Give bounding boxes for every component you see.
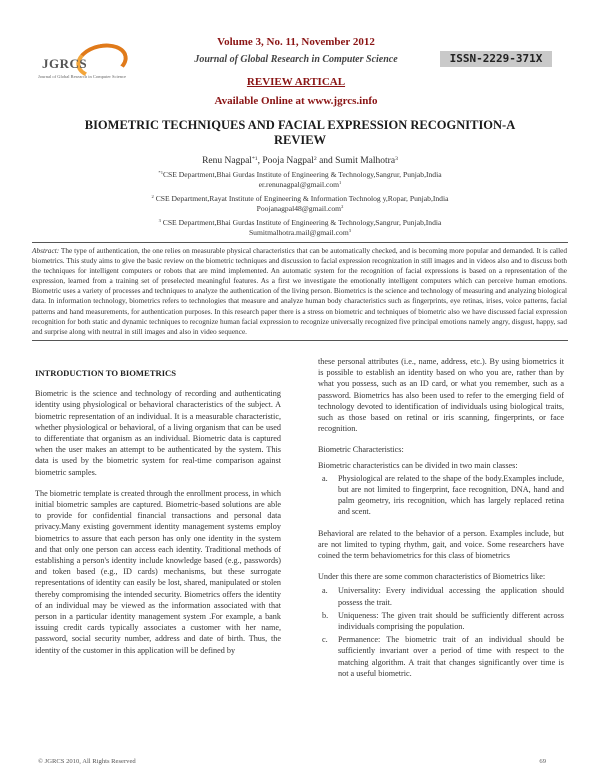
page-number: 69	[539, 758, 546, 765]
characteristics-list	[318, 585, 564, 679]
affiliation-dept: CSE Department,Bhai Gurdas Institute of Engineering & Technology,Sangrur, Punjab,India	[162, 170, 442, 179]
author-separator: ,	[257, 156, 263, 166]
logo-text: JGRCS	[42, 56, 88, 71]
email-sup: 1	[339, 180, 342, 185]
author-name: Sumit Malhotra	[335, 156, 396, 166]
journal-name: Journal of Global Research in Computer Science	[194, 54, 398, 65]
logo-tagline: Journal of Global Research in Computer Science	[38, 74, 126, 79]
email-sup: 3	[348, 228, 352, 233]
list-text: Universality: Every individual accessing the application should possess the trait.	[338, 586, 564, 607]
affiliation-1	[60, 170, 540, 190]
list-item	[318, 634, 564, 679]
list-marker: c.	[322, 635, 328, 645]
paper-title: BIOMETRIC TECHNIQUES AND FACIAL EXPRESSION RECOGNITION-A REVIEW	[84, 118, 516, 147]
affiliation-sup: 2	[151, 194, 154, 199]
paragraph: The biometric template is created through the enrollment process, in which initial biometric samples are captured. Biometric-based solutions are able to provide for confidential financial transactions and personal data privacy.Many existing government identity management systems employ biometrics to assure that each person has only one identity in the system and that only one person can access each identity. Traditional methods of establishing a person's identity include knowledge based (e.g., passwords) and token based (e.g., ID cards) mechanisms, but these surrogate representations of identity can easily be lost, shared, manipulated or stolen thereby compromising the intended security. Biometrics offers the identity of an individual may be viewed as the information associated with that person in a particular identity management system .For example, a bank issuing credit cards typically associates a customer with her name, password, social security number, address and date of birth. Thus, the identity of the customer in this application will be defined by	[35, 488, 281, 655]
list-marker: a.	[322, 473, 328, 483]
author-separator: and	[316, 156, 336, 166]
article-type: REVIEW ARTICAL	[246, 76, 346, 88]
abstract-top-rule	[32, 242, 568, 243]
affiliation-2	[60, 194, 540, 214]
author-sup: 2	[313, 156, 317, 162]
list-marker: b.	[322, 610, 329, 620]
list-item	[318, 610, 564, 632]
list-text: Uniqueness: The given trait should be sufficiently different across individuals comprising the population.	[338, 610, 564, 632]
subheading: Biometric Characteristics:	[318, 445, 404, 455]
paragraph: these personal attributes (i.e., name, address, etc.). By using biometrics it is possible to establish an identity based on who you are, rather than by what you possess, such as an ID card, or what you remember, such as a password. Biometrics has also been used to refer to the emerging field of technology devoted to identification of individuals using biological traits, such as those based on retinal or iris scanning, fingerprints, or face recognition.	[318, 357, 564, 434]
abstract	[32, 246, 567, 337]
left-column	[35, 368, 281, 666]
section-heading: INTRODUCTION TO BIOMETRICS	[35, 368, 177, 378]
affiliation-sup: *1	[158, 170, 163, 175]
list-text: Permanence: The biometric trait of an individual should be sufficiently invariant over a period of time with respect to the matching algorithm. A trait that changes significantly over time is not a useful biometric.	[338, 635, 564, 678]
page-footer	[38, 758, 558, 765]
author-sup: 3	[395, 156, 398, 162]
abstract-text: The type of authentication, the one relies on measurable physical characteristics that can be automatically checked, and is becoming more popular and demanded. It is called biometrics. This study aims to give the basic review on the biometric techniques and discussion to facial expression recognization in still images and in videos also and to discuss both the techniques for intelligent computers or robots that are mind implemented. An automatic system for the recognition of facial expressions is based on a representation of the expression, learned from a training set of preselected meaningful features. As a first we investigate the emotionally intelligent computers which can perceive human emotions. Biometric uses a variety of processes and techniques to analyze the authentication of the living person. Biometrics is the science and technology of measuring and analyzing biological data. In information technology, biometrics refers to technologies that measure and analyze human body characteristics such as fingerprints, eye retinas, irises, voice patterns, facial patterns and hand measurements, for authentication purposes. In this research paper there is a stress on biometric and techniques of biometric also we have discussed facial expression recognition for both static and dynamic techniques to recognize human facial expression to recognize universally recognized five principal emotions namely angry, disgust, happy, sad and surprise along with neutral in still images and also in video sequence.	[32, 246, 567, 336]
affiliation-email[interactable]: Sumitmalhotra.mail@gmail.com	[248, 228, 349, 237]
online-availability: Available Online at www.jgrcs.info	[214, 95, 378, 107]
copyright: © JGRCS 2010, All Rights Reserved	[38, 758, 136, 765]
affiliation-email[interactable]: Poojanagpal48@gmail.com	[256, 204, 342, 213]
abstract-label: Abstract:	[32, 246, 60, 255]
affiliation-dept: CSE Department,Rayat Institute of Engineering & Information Technolog y,Ropar, Punjab,India	[153, 194, 449, 203]
affiliation-email[interactable]: er.renunagpal@gmail.com	[258, 180, 340, 189]
paragraph: Behavioral are related to the behavior of a person. Examples include, but are not limited to typing rhythm, gait, and voice. Some researchers have coined the term behaviometrics for this class of biometrics	[318, 528, 564, 561]
volume-info: Volume 3, No. 11, November 2012	[217, 36, 375, 48]
affiliation-3	[60, 218, 540, 238]
list-marker: a.	[322, 586, 328, 596]
right-column	[318, 356, 564, 689]
email-sup: 2	[341, 204, 344, 209]
list-text: Physiological are related to the shape of the body.Examples include, but are not limited to fingerprint, face recognition, DNA, hand and palm geometry, iris recognition, which has largely replaced retina and scent.	[338, 473, 564, 517]
author-sup: *1	[251, 156, 258, 162]
abstract-bottom-rule	[32, 340, 568, 341]
list-item	[318, 473, 564, 518]
journal-logo	[32, 40, 172, 96]
paragraph: Under this there are some common characteristics of Biometrics like:	[318, 572, 546, 582]
list-item	[318, 585, 564, 607]
affiliation-dept: CSE Department,Bhai Gurdas Institute of Engineering & Technology,Sangrur, Punjab,India	[160, 218, 442, 227]
author-name: Renu Nagpal	[202, 156, 252, 166]
author-list	[80, 156, 520, 166]
issn-badge: ISSN-2229-371X	[440, 51, 552, 67]
physiological-list	[318, 473, 564, 518]
paragraph: Biometric characteristics can be divided in two main classes:	[318, 460, 518, 470]
affiliation-sup: 3	[158, 218, 161, 223]
author-name: Pooja Nagpal	[262, 156, 314, 166]
paragraph: Biometric is the science and technology of recording and authenticating identity using physiological or behavioral characteristics of the subject. A biometric representation of an individual. It is a measurable characteristic, whether physiological or behavioral, of a living organism that can be used to differentiate that organism as an individual. Biometric data is captured when the user makes an attempt to be authenticated by the system. This data is used by the biometric system for real-time comparison against biometric samples.	[35, 389, 281, 477]
